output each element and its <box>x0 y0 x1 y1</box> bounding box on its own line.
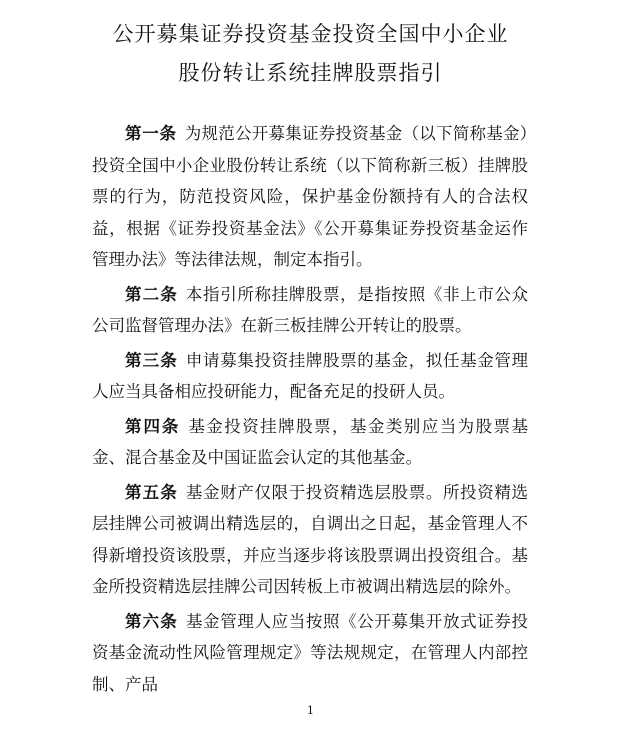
article-number: 第三条 <box>125 350 178 370</box>
article-number: 第四条 <box>125 416 181 436</box>
article-number: 第五条 <box>125 482 178 502</box>
article-text: 申请募集投资挂牌股票的基金，拟任基金管理人应当具备相应投研能力，配备充足的投研人员。 <box>92 350 529 401</box>
article-5 <box>92 477 528 603</box>
article-3 <box>92 345 528 408</box>
article-text: 为规范公开募集证券投资基金（以下简称基金）投资全国中小企业股份转让系统（以下简称新三板）挂牌股票的行为，防范投资风险，保护基金份额持有人的合法权益，根据《证券投资基金法》《公开募集证券投资基金运作管理办法》等法律法规，制定本指引。 <box>92 124 528 269</box>
article-number: 第六条 <box>125 611 178 631</box>
article-text: 基金投资挂牌股票，基金类别应当为股票基金、混合基金及中国证监会认定的其他基金。 <box>92 416 529 467</box>
article-4 <box>92 411 528 474</box>
article-number: 第二条 <box>125 284 178 304</box>
article-2 <box>92 279 528 342</box>
document-title-line-1: 公开募集证券投资基金投资全国中小企业 <box>112 22 509 46</box>
document-title-line-2: 股份转让系统挂牌股票指引 <box>178 61 443 85</box>
article-6 <box>92 606 528 701</box>
article-text: 本指引所称挂牌股票，是指按照《非上市公众公司监督管理办法》在新三板挂牌公开转让的股票。 <box>92 284 529 335</box>
article-text: 基金管理人应当按照《公开募集开放式证券投资基金流动性风险管理规定》等法规规定，在管理人内部控制、产品 <box>92 611 529 694</box>
page-number: 1 <box>307 704 314 717</box>
document-body <box>92 118 528 703</box>
article-text: 基金财产仅限于投资精选层股票。所投资精选层挂牌公司被调出精选层的，自调出之日起，基金管理人不得新增投资该股票，并应当逐步将该股票调出投资组合。基金所投资精选层挂牌公司因转板上市被调出精选层的除外。 <box>92 482 529 596</box>
article-1 <box>92 118 528 276</box>
article-number: 第一条 <box>125 124 177 143</box>
